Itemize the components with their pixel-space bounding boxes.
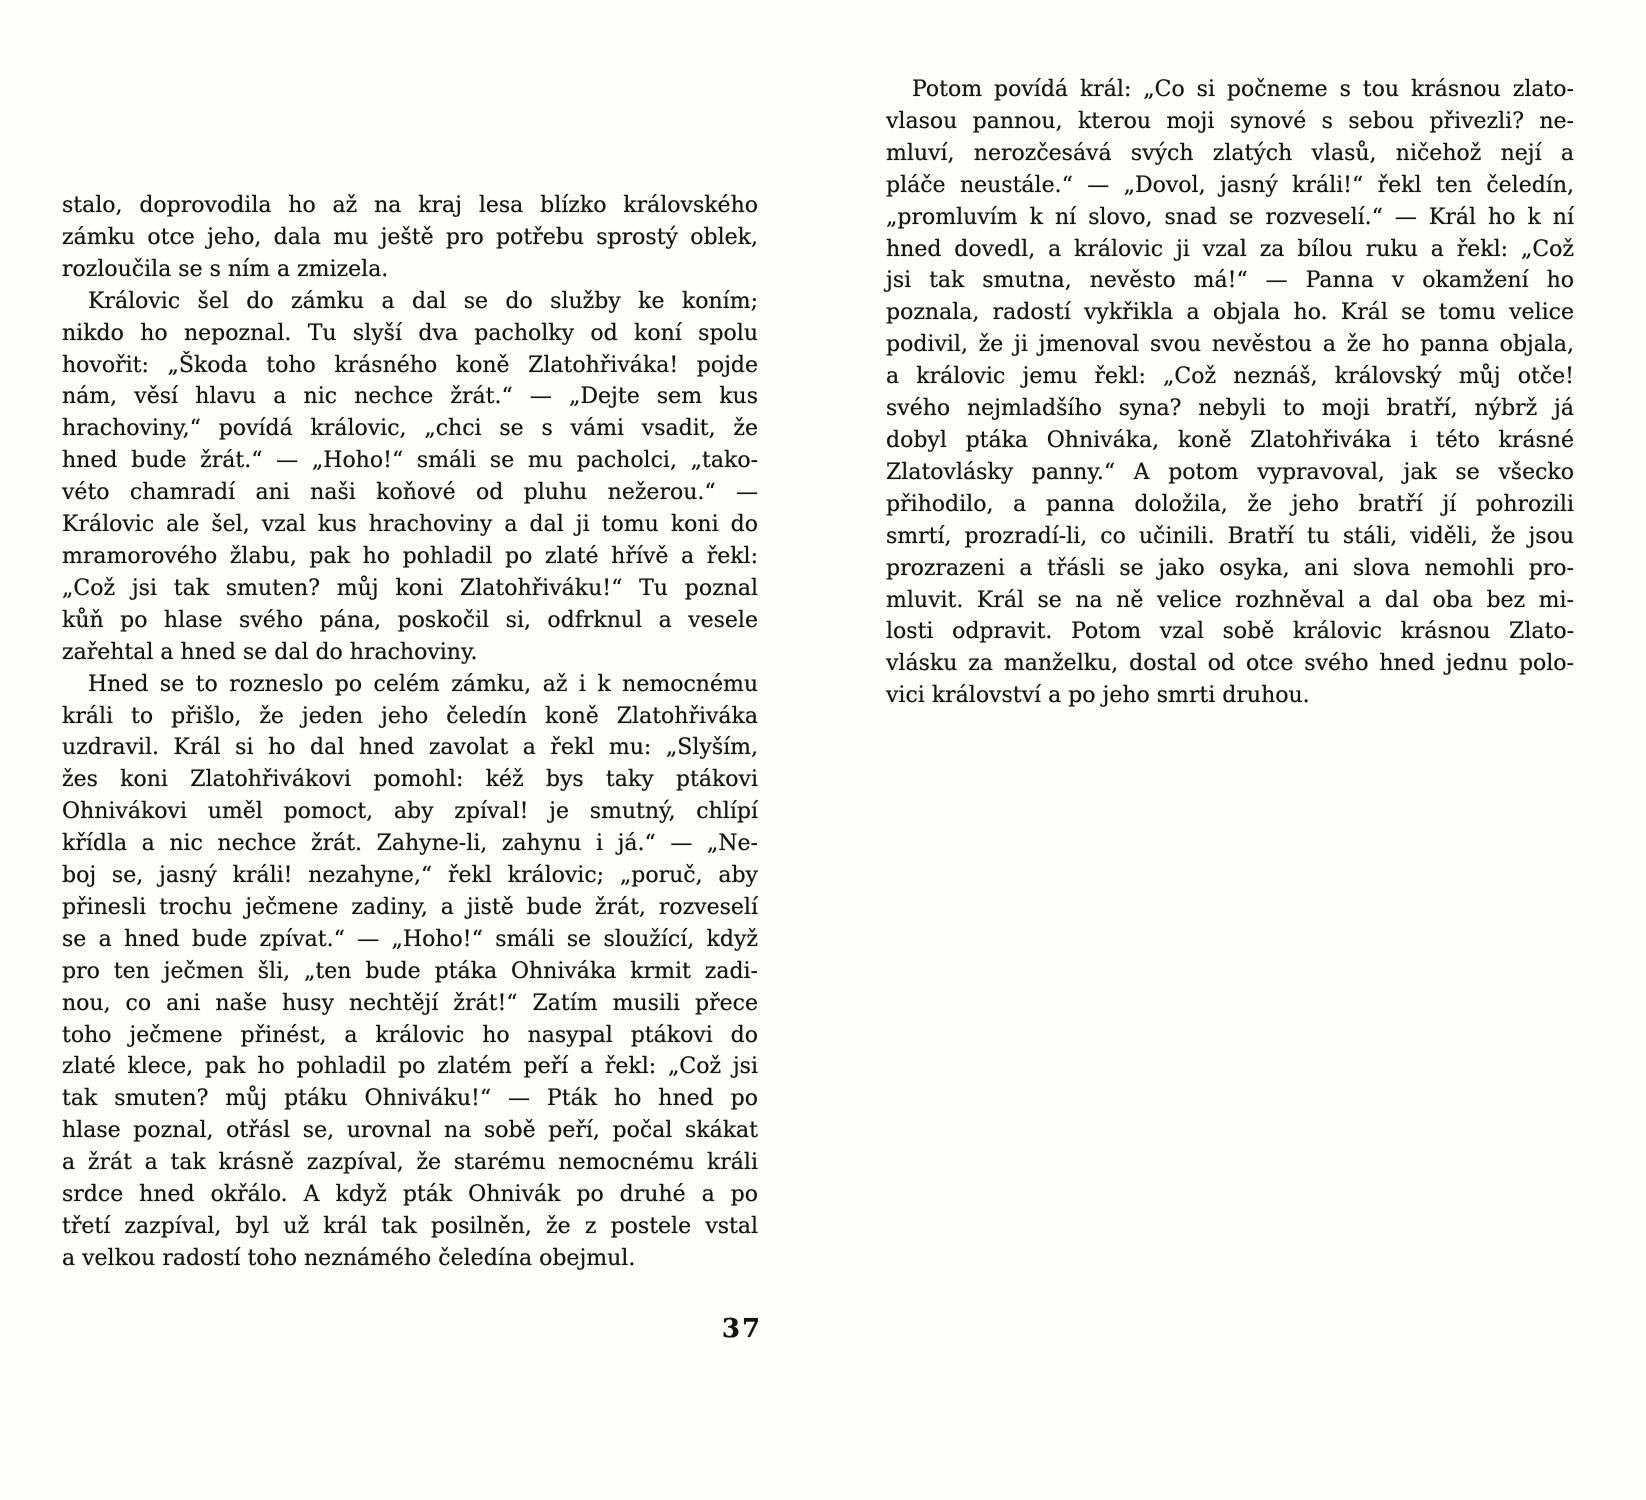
text-line: třetí zazpíval, byl už král tak posilněn, že z postele vstal: [62, 1214, 758, 1239]
text-line: zařehtal a hned se dal do hrachoviny.: [62, 639, 478, 665]
paragraph: [886, 74, 1574, 712]
text-line: pro ten ječmen šli, „ten bude ptáka Ohniváka krmit zadi-: [62, 958, 758, 984]
text-line: Hned se to rozneslo po celém zámku, až i k nemocnému: [88, 671, 758, 697]
text-line: tak smuten? můj ptáku Ohniváku!“ — Pták ho hned po: [62, 1086, 758, 1112]
text-line: mluví, nerozčesává svých zlatých vlasů, ničehož nejí a: [886, 140, 1574, 166]
paragraph: [62, 286, 758, 669]
text-line: losti odpravit. Potom vzal sobě královic krásnou Zlato-: [886, 619, 1574, 645]
text-line: nám, věsí hlavu a nic nechce žrát.“ — „Dejte sem kus: [62, 384, 758, 410]
text-line: Zlatovlásky panny.“ A potom vypravoval, jak se všecko: [886, 459, 1574, 485]
text-line: uzdravil. Král si ho dal hned zavolat a řekl mu: „Slyším,: [62, 735, 758, 761]
text-line: smrtí, prozradí-li, co učinili. Bratří tu stáli, viděli, že jsou: [886, 523, 1574, 549]
text-line: přinesli trochu ječmene zadiny, a jistě bude žrát, rozveselí: [62, 894, 758, 920]
text-line: nou, co ani naše husy nechtějí žrát!“ Zatím musili přece: [62, 990, 758, 1016]
left-page-text-column: [62, 190, 758, 1275]
text-line: podivil, že ji jmenoval svou nevěstou a že ho panna objala,: [886, 332, 1574, 358]
text-line: srdce hned okřálo. A když pták Ohnivák po druhé a po: [62, 1182, 758, 1208]
text-line: křídla a nic nechce žrát. Zahyne-li, zahynu i já.“ — „Ne-: [62, 831, 758, 857]
text-line: nikdo ho nepoznal. Tu slyší dva pacholky od koní spolu: [62, 320, 758, 346]
text-line: vlasou pannou, kterou moji synové s sebou přivezli? ne-: [886, 108, 1574, 134]
text-line: vlásku za manželku, dostal od otce svého hned jednu polo-: [886, 651, 1574, 677]
text-line: boj se, jasný králi! nezahyne,“ řekl královic; „poruč, aby: [62, 863, 758, 889]
text-line: kůň po hlase svého pána, poskočil si, odfrknul a vesele: [62, 607, 758, 633]
text-line: hned bude žrát.“ — „Hoho!“ smáli se mu pacholci, „tako-: [62, 448, 758, 474]
text-line: hrachoviny,“ povídá královic, „chci se s vámi vsadit, že: [62, 416, 758, 442]
paragraph: [62, 190, 758, 286]
text-line: Královic šel do zámku a dal se do služby ke koním;: [88, 288, 758, 314]
text-line: prozrazeni a třásli se jako osyka, ani slova nemohli pro-: [886, 555, 1574, 581]
text-line: jsi tak smutna, nevěsto má!“ — Panna v okamžení ho: [886, 268, 1574, 294]
text-line: stalo, doprovodila ho až na kraj lesa blízko královského: [62, 193, 758, 218]
text-line: rozloučila se s ním a zmizela.: [62, 256, 389, 282]
text-line: Potom povídá král: „Co si počneme s tou krásnou zlato-: [912, 77, 1574, 102]
text-line: přihodilo, a panna doložila, že jeho bratří jí pohrozili: [886, 491, 1574, 517]
text-line: králi to přišlo, že jeden jeho čeledín koně Zlatohřiváka: [62, 703, 758, 729]
text-line: zámku otce jeho, dala mu ještě pro potřebu sprostý oblek,: [62, 224, 758, 250]
text-line: „promluvím k ní slovo, snad se rozveselí.“ — Král ho k ní: [886, 204, 1574, 230]
right-page-text-column: [886, 74, 1574, 712]
text-line: mluvit. Král se na ně velice rozhněval a dal oba bez mi-: [886, 587, 1574, 613]
text-line: hned dovedl, a královic ji vzal za bílou ruku a řekl: „Což: [886, 236, 1574, 262]
text-line: a velkou radostí toho neznámého čeledína obejmul.: [62, 1245, 636, 1271]
text-line: Královic ale šel, vzal kus hrachoviny a dal ji tomu koni do: [62, 512, 758, 538]
text-line: mramorového žlabu, pak ho pohladil po zlaté hřívě a řekl:: [62, 543, 758, 569]
text-line: zlaté klece, pak ho pohladil po zlatém peří a řekl: „Což jsi: [62, 1054, 758, 1080]
text-line: pláče neustále.“ — „Dovol, jasný králi!“ řekl ten čeledín,: [886, 172, 1574, 198]
text-line: se a hned bude zpívat.“ — „Hoho!“ smáli se sloužící, když: [62, 926, 758, 952]
paragraph: [62, 669, 758, 1275]
text-line: a žrát a tak krásně zazpíval, že starému nemocnému králi: [62, 1150, 758, 1176]
text-line: hovořit: „Škoda toho krásného koně Zlatohřiváka! pojde: [62, 352, 758, 378]
text-line: toho ječmene přinést, a královic ho nasypal ptákovi do: [62, 1022, 758, 1048]
text-line: „Což jsi tak smuten? můj koni Zlatohřiváku!“ Tu poznal: [62, 575, 758, 601]
page-number: 37: [721, 1314, 763, 1344]
text-line: dobyl ptáka Ohniváka, koně Zlatohřiváka i této krásné: [886, 427, 1574, 453]
text-line: poznala, radostí vykřikla a objala ho. Král se tomu velice: [886, 300, 1574, 326]
text-line: svého nejmladšího syna? nebyli to moji bratří, nýbrž já: [886, 396, 1574, 422]
text-line: vici království a po jeho smrti druhou.: [886, 683, 1310, 709]
text-line: a královic jemu řekl: „Což neznáš, královský můj otče!: [886, 364, 1574, 390]
text-line: hlase poznal, otřásl se, urovnal na sobě peří, počal skákat: [62, 1118, 758, 1144]
text-line: Ohnivákovi uměl pomoct, aby zpíval! je smutný, chlípí: [62, 799, 758, 825]
text-line: žes koni Zlatohřivákovi pomohl: kéž bys taky ptákovi: [62, 767, 758, 793]
text-line: véto chamradí ani naši koňové od pluhu nežerou.“ —: [62, 480, 758, 506]
